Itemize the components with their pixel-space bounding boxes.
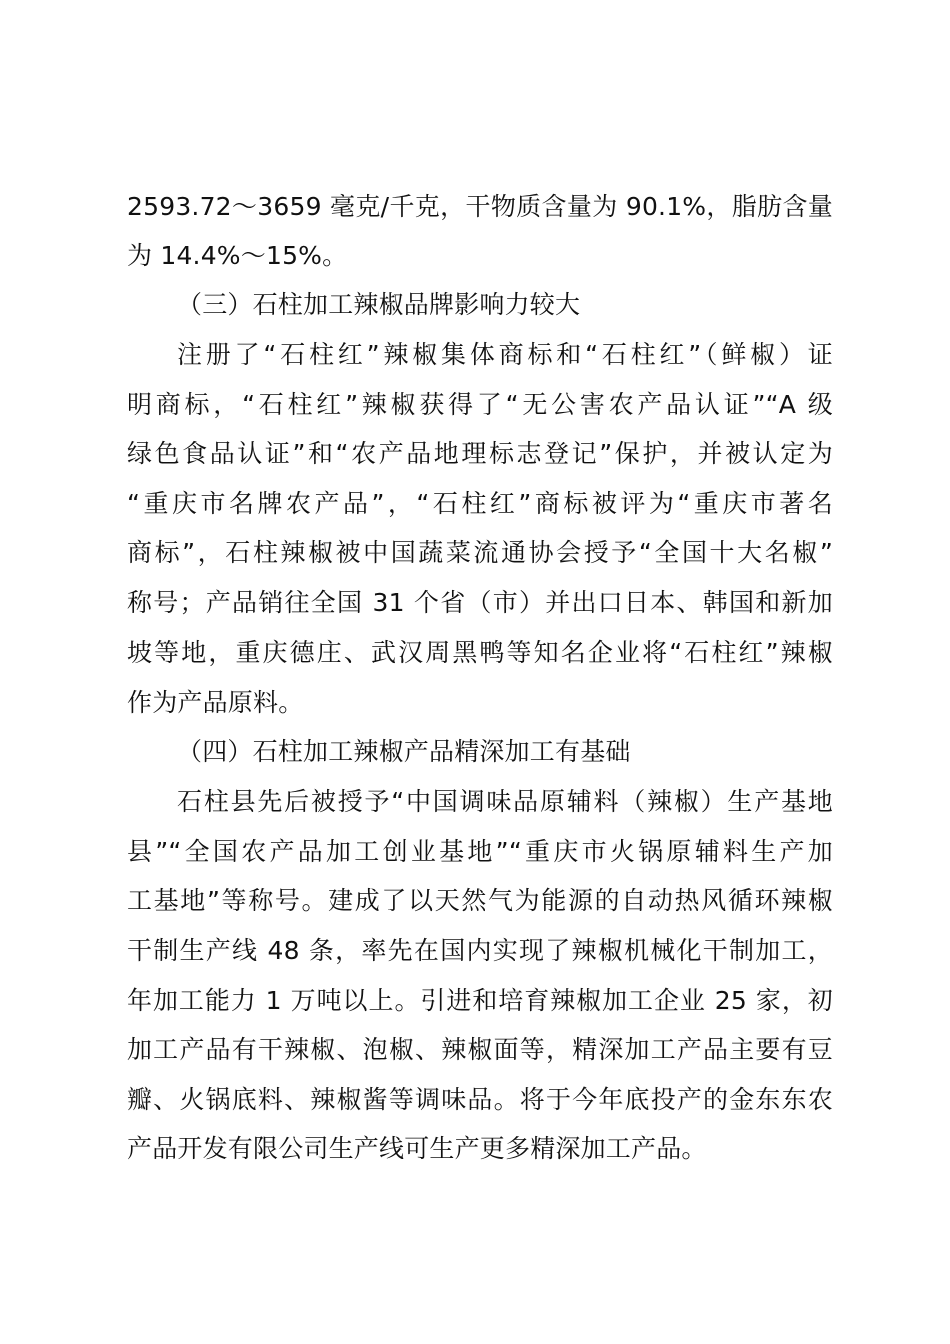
paragraph-line: 称号；产品销往全国 31 个省（市）并出口日本、韩国和新加 [127, 588, 833, 617]
paragraph-line: 明商标，“石柱红”辣椒获得了“无公害农产品认证”“A 级 [127, 390, 833, 419]
paragraph-line: 作为产品原料。 [127, 688, 304, 717]
paragraph-line: “重庆市名牌农产品”，“石柱红”商标被评为“重庆市著名 [127, 489, 833, 518]
paragraph-line: 县”“全国农产品加工创业基地”“重庆市火锅原辅料生产加 [127, 837, 833, 866]
paragraph-line: 瓣、火锅底料、辣椒酱等调味品。将于今年底投产的金东东农 [127, 1085, 833, 1114]
paragraph-line: 坡等地，重庆德庄、武汉周黑鸭等知名企业将“石柱红”辣椒 [127, 638, 833, 667]
paragraph-line: 年加工能力 1 万吨以上。引进和培育辣椒加工企业 25 家，初 [127, 986, 833, 1015]
paragraph-line: 注册了“石柱红”辣椒集体商标和“石柱红”（鲜椒）证 [177, 340, 833, 369]
paragraph-line: 为 14.4%～15%。 [127, 241, 348, 270]
section-heading-4: （四）石柱加工辣椒产品精深加工有基础 [177, 737, 631, 766]
paragraph-line: 2593.72～3659 毫克/千克，干物质含量为 90.1%，脂肪含量 [127, 192, 833, 221]
paragraph-line: 商标”，石柱辣椒被中国蔬菜流通协会授予“全国十大名椒” [127, 538, 833, 567]
paragraph-line: 干制生产线 48 条，率先在国内实现了辣椒机械化干制加工， [127, 936, 833, 965]
paragraph-line: 产品开发有限公司生产线可生产更多精深加工产品。 [127, 1134, 707, 1163]
paragraph-line: 工基地”等称号。建成了以天然气为能源的自动热风循环辣椒 [127, 886, 833, 915]
paragraph-line: 加工产品有干辣椒、泡椒、辣椒面等，精深加工产品主要有豆 [127, 1035, 833, 1064]
paragraph-line: 石柱县先后被授予“中国调味品原辅料（辣椒）生产基地 [177, 787, 833, 816]
section-heading-3: （三）石柱加工辣椒品牌影响力较大 [177, 290, 581, 319]
paragraph-line: 绿色食品认证”和“农产品地理标志登记”保护，并被认定为 [127, 439, 833, 468]
